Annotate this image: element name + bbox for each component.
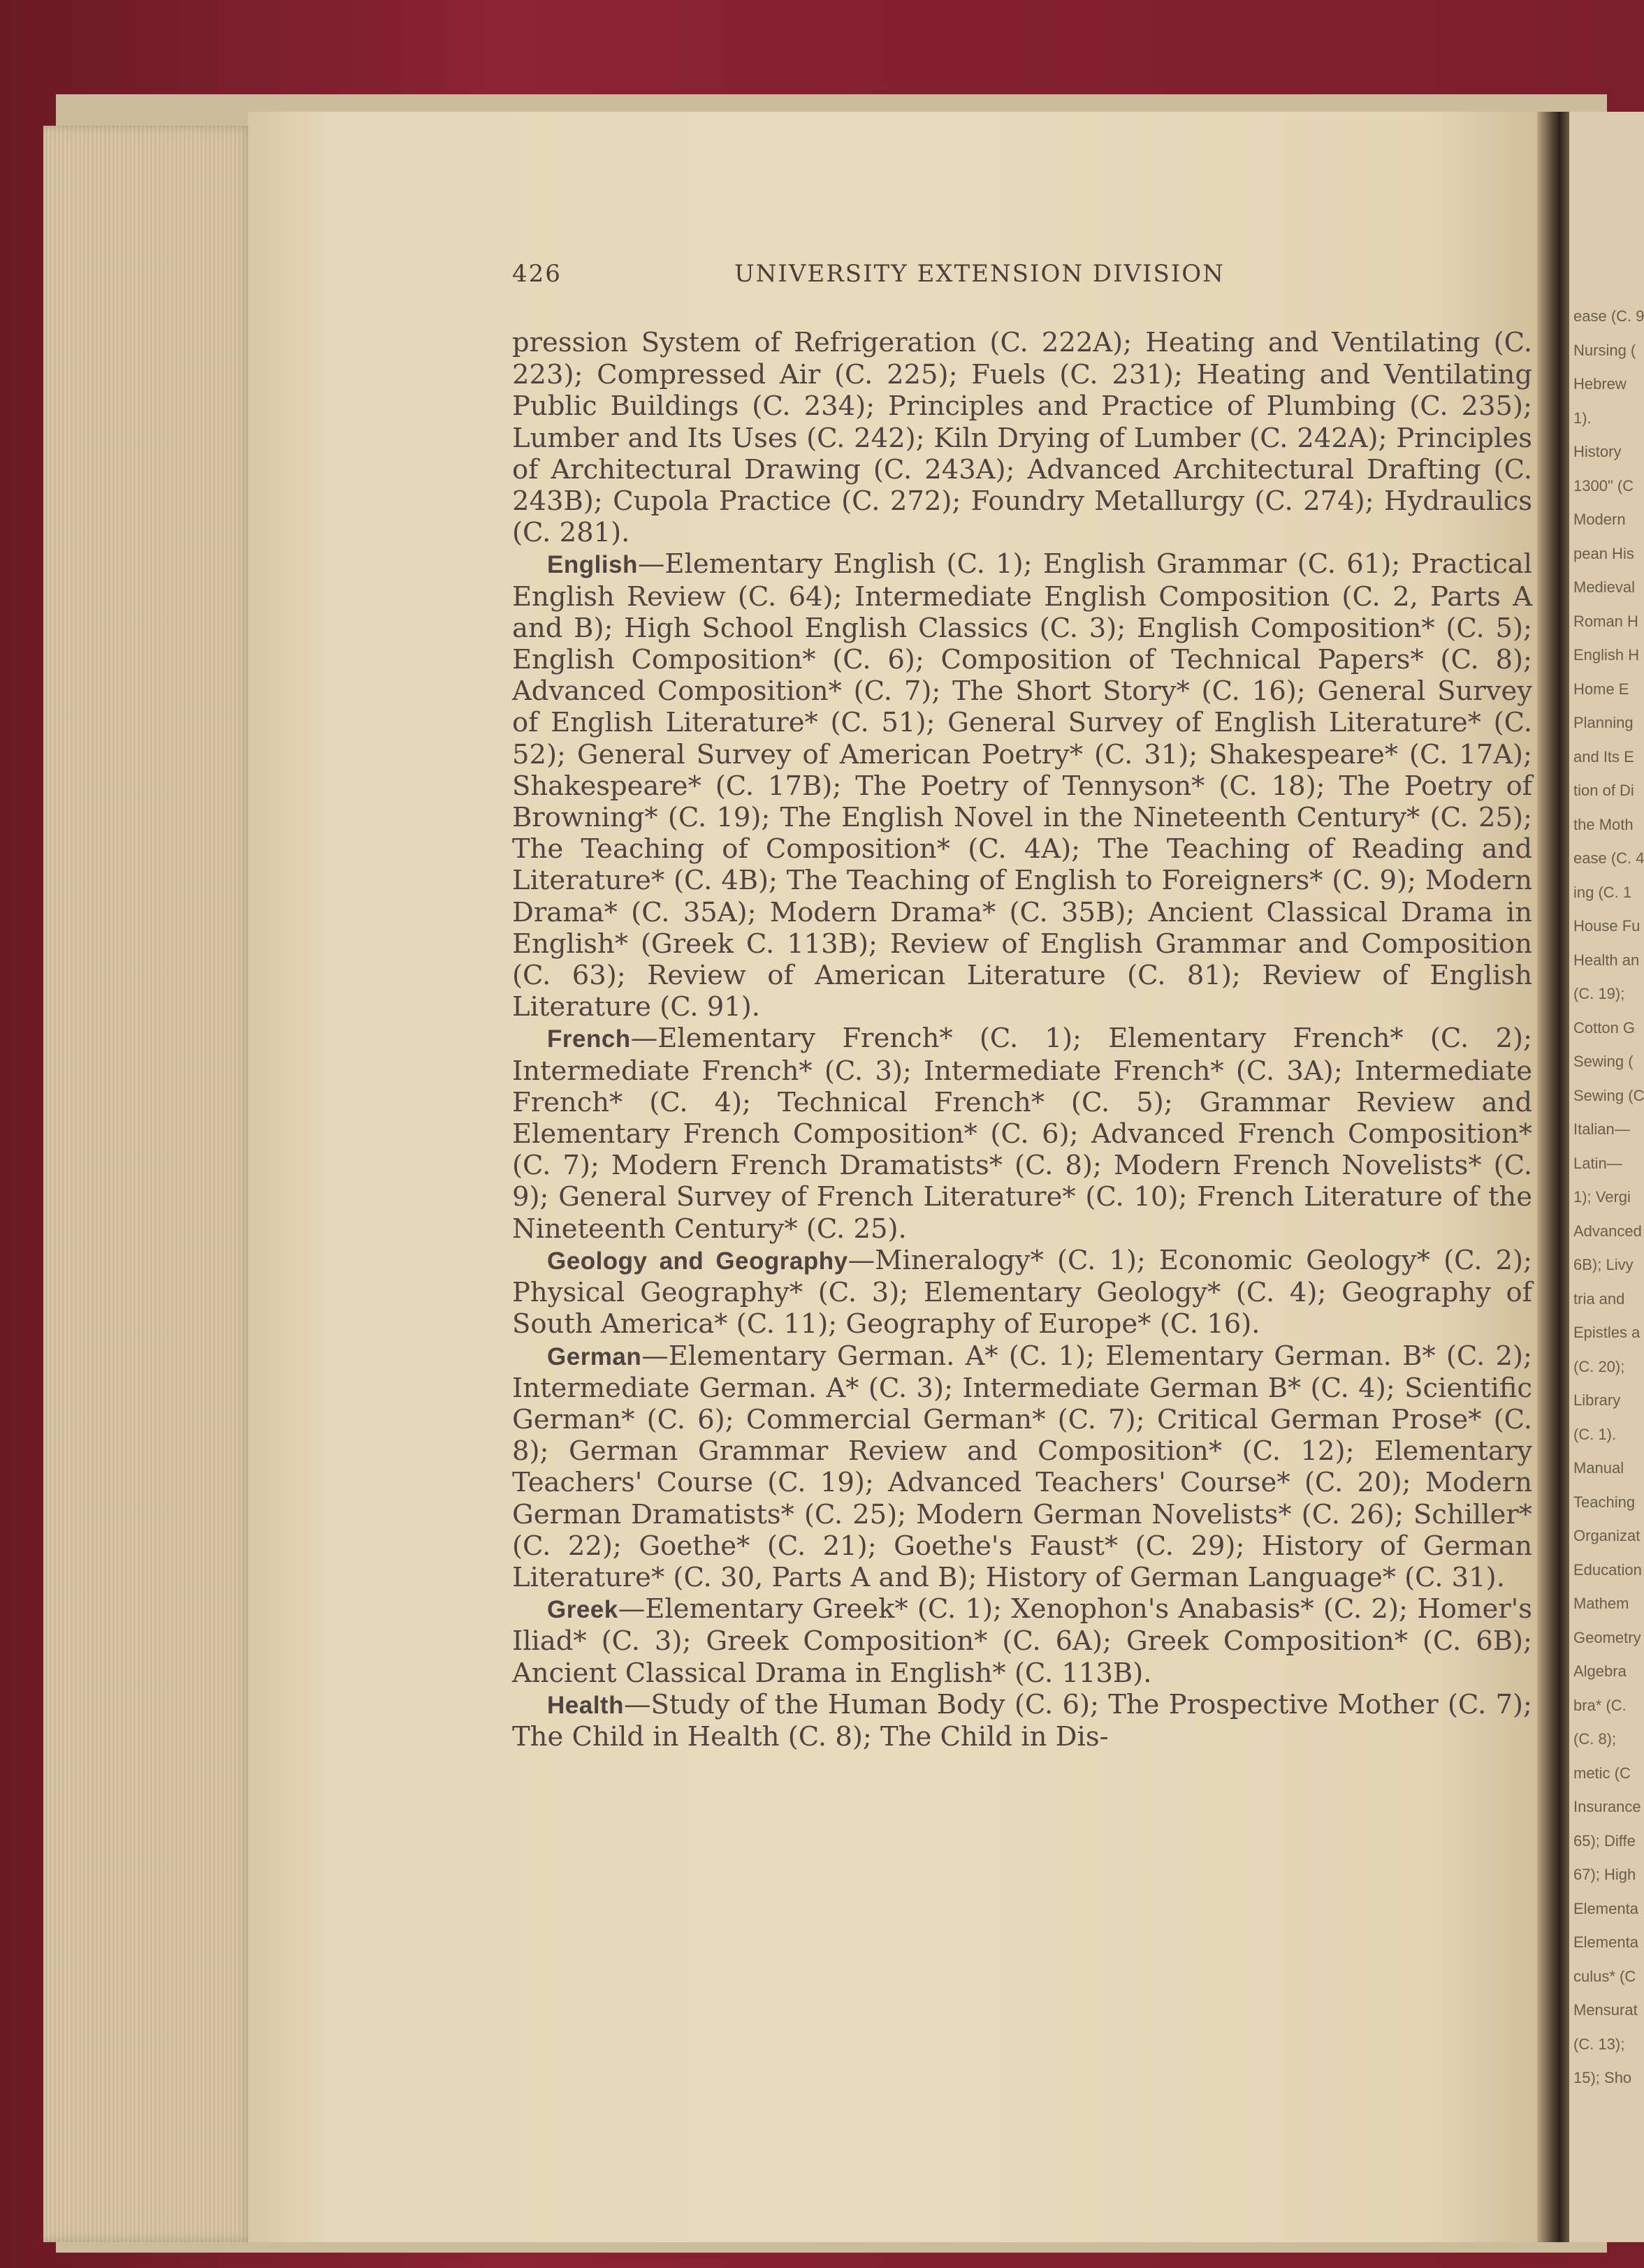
facing-page-fragment: History — [1573, 443, 1622, 460]
facing-page-fragment: Insurance — [1573, 1798, 1641, 1815]
facing-page-fragment: culus* (C — [1573, 1967, 1636, 1985]
facing-page-fragment: 6B); Livy — [1573, 1256, 1634, 1273]
facing-page — [1569, 112, 1644, 2242]
page-number: 426 — [512, 260, 562, 288]
running-title: UNIVERSITY EXTENSION DIVISION — [734, 260, 1225, 288]
page-edges — [43, 126, 253, 2242]
facing-page-fragment: English H — [1573, 646, 1640, 664]
facing-page-fragment: Nursing ( — [1573, 341, 1636, 359]
paragraph — [512, 1593, 1532, 1689]
paragraph — [512, 1023, 1532, 1244]
subject-heading: Greek — [547, 1596, 618, 1624]
paragraph-text: —Mineralogy* (C. 1); Economic Geology* (C. 2); Physical Geography* (C. 3); Elementary Geology* (C. 4); Geography of South America* (C. 11); Geography of Europe* (C. 16). — [512, 1244, 1532, 1340]
facing-page-fragment: Modern — [1573, 511, 1626, 528]
subject-heading: German — [547, 1342, 642, 1370]
facing-page-fragment: 65); Diffe — [1573, 1831, 1636, 1850]
facing-page-fragment: (C. 19); — [1573, 985, 1625, 1002]
facing-page-fragment: ease (C. 4 — [1573, 849, 1644, 867]
facing-page-fragment: Mensurat — [1573, 2001, 1638, 2019]
body-text — [512, 327, 1532, 1753]
facing-page-fragment: Elementa — [1573, 1933, 1638, 1951]
facing-page-fragment: 1300" (C — [1573, 476, 1634, 495]
facing-page-fragment: Algebra — [1573, 1662, 1627, 1680]
paragraph-text: —Study of the Human Body (C. 6); The Prospective Mother (C. 7); The Child in Health (C. 8); The Child in Dis- — [512, 1688, 1532, 1753]
facing-page-fragment: Roman H — [1573, 612, 1638, 630]
facing-page-fragment: Teaching — [1573, 1493, 1636, 1511]
paragraph — [512, 1340, 1532, 1594]
book-gutter — [1537, 112, 1569, 2242]
paragraph — [512, 548, 1532, 1023]
subject-heading: French — [547, 1025, 631, 1053]
facing-page-fragment: Health an — [1573, 951, 1640, 969]
facing-page-fragment: Mathem — [1573, 1595, 1629, 1612]
facing-page-fragment: 67); High — [1573, 1866, 1636, 1883]
subject-heading: English — [547, 551, 638, 579]
facing-page-fragment: ease (C. 9 — [1573, 307, 1644, 325]
facing-page-fragment: (C. 13); — [1573, 2035, 1625, 2053]
facing-page-fragment: metic (C — [1573, 1764, 1631, 1782]
facing-page-fragment: 1). — [1573, 409, 1592, 427]
facing-page-fragment: Epistles a — [1573, 1324, 1641, 1341]
facing-page-fragment: tion of Di — [1573, 782, 1634, 799]
facing-page-fragment: (C. 20); — [1573, 1357, 1625, 1375]
facing-page-fragment: Italian— — [1573, 1120, 1630, 1138]
facing-page-fragment: Geometry — [1573, 1628, 1641, 1646]
paragraph — [512, 1689, 1532, 1753]
paragraph-text: —Elementary French* (C. 1); Elementary French* (C. 2); Intermediate French* (C. 3); Intermediate French* (C. 3A); Intermediate French* (C. 4); Technical French* (C. 5); Grammar Review and Elementary French Composition* (C. 6); Advanced French Composition* (C. 7); Modern French Dramatists* (C. 8); Modern French Novelists* (C. 9); General Survey of French Literature* (C. 10); French Literature of the Nineteenth Century* (C. 25). — [512, 1023, 1532, 1245]
paragraph-text: pression System of Refrigeration (C. 222A); Heating and Ventilating (C. 223); Compressed Air (C. 225); Fuels (C. 231); Heating and Ventilating Public Buildings (C. 234); Principles and Practice of Plumbing (C. 235); Lumber and Its Uses (C. 242); Kiln Drying of Lumber (C. 242A); Principles of Architectural Drawing (C. 243A); Advanced Architectural Drafting (C. 243B); Cupola Practice (C. 272); Foundry Metallurgy (C. 274); Hydraulics (C. 281). — [512, 327, 1532, 549]
facing-page-fragment: Sewing (C — [1573, 1086, 1644, 1104]
facing-page-fragment: Cotton G — [1573, 1018, 1636, 1037]
facing-page-fragment: Home E — [1573, 680, 1629, 698]
facing-page-fragment: Sewing ( — [1573, 1053, 1634, 1070]
subject-heading: Health — [547, 1691, 624, 1719]
facing-page-fragment: Library — [1573, 1391, 1621, 1409]
paragraph-text: —Elementary German. A* (C. 1); Elementary German. B* (C. 2); Intermediate German. A* (C. 3); Intermediate German B* (C. 4); Scientific German* (C. 6); Commercial German* (C. 7); Critical German Prose* (C. 8); German Grammar Review and Composition* (C. 12); Elementary Teachers' Course (C. 19); Advanced Teachers' Course* (C. 20); Modern German Dramatists* (C. 25); Modern German Novelists* (C. 26); Schiller* (C. 22); Goethe* (C. 21); Goethe's Faust* (C. 29); History of German Literature* (C. 30, Parts A and B); History of German Language* (C. 31). — [512, 1340, 1532, 1593]
facing-page-fragment: Education — [1573, 1560, 1642, 1579]
facing-page-fragment: Manual — [1573, 1459, 1624, 1477]
facing-page-fragment: 1); Vergi — [1573, 1188, 1631, 1206]
facing-page-fragment: Elementa — [1573, 1899, 1638, 1917]
facing-page-fragment: (C. 1). — [1573, 1425, 1617, 1443]
facing-page-fragment: Hebrew — [1573, 375, 1627, 393]
facing-page-fragment: bra* (C. — [1573, 1696, 1627, 1714]
facing-page-fragment: (C. 8); — [1573, 1730, 1617, 1748]
facing-page-fragment: House Fu — [1573, 917, 1641, 935]
facing-page-fragment: 15); Sho — [1573, 2069, 1632, 2086]
facing-page-fragment: Organizat — [1573, 1527, 1641, 1544]
facing-page-fragment: the Moth — [1573, 815, 1634, 833]
facing-page-fragment: Planning — [1573, 714, 1634, 731]
facing-page-fragment: ing (C. 1 — [1573, 883, 1632, 901]
facing-page-fragment: tria and — [1573, 1289, 1625, 1308]
subject-heading: Geology and Geography — [547, 1247, 848, 1275]
paragraph — [512, 1245, 1532, 1340]
facing-page-fragment: pean His — [1573, 544, 1634, 562]
facing-page-fragment: Advanced — [1573, 1222, 1642, 1240]
paragraph-text: —Elementary English (C. 1); English Grammar (C. 61); Practical English Review (C. 64); Intermediate English Composition (C. 2, Parts A and B); High School English Classics (C. 3); English Composition* (C. 5); English Composition* (C. 6); Composition of Technical Papers* (C. 8); Advanced Composition* (C. 7); The Short Story* (C. 16); General Survey of English Literature* (C. 51); General Survey of English Literature* (C. 52); General Survey of American Poetry* (C. 31); Shakespeare* (C. 17A); Shakespeare* (C. 17B); The Poetry of Tennyson* (C. 18); The Poetry of Browning* (C. 19); The English Novel in the Nineteenth Century* (C. 25); The Teaching of Composition* (C. 4A); The Teaching of Reading and Literature* (C. 4B); The Teaching of English to Foreigners* (C. 9); Modern Drama* (C. 35A); Modern Drama* (C. 35B); Ancient Classical Drama in English* (Greek C. 113B); Review of English Grammar and Composition (C. 63); Review of American Literature (C. 81); Review of English Literature (C. 91). — [512, 548, 1532, 1023]
running-header — [512, 260, 1532, 295]
paragraph — [512, 327, 1532, 548]
facing-page-fragment: Latin— — [1573, 1154, 1622, 1172]
facing-page-fragment: and Its E — [1573, 747, 1634, 766]
paragraph-text: —Elementary Greek* (C. 1); Xenophon's Anabasis* (C. 2); Homer's Iliad* (C. 3); Greek Composition* (C. 6A); Greek Composition* (C. 6B); Ancient Classical Drama in English* (C. 113B). — [512, 1593, 1532, 1689]
facing-page-fragment: Medieval — [1573, 578, 1636, 596]
